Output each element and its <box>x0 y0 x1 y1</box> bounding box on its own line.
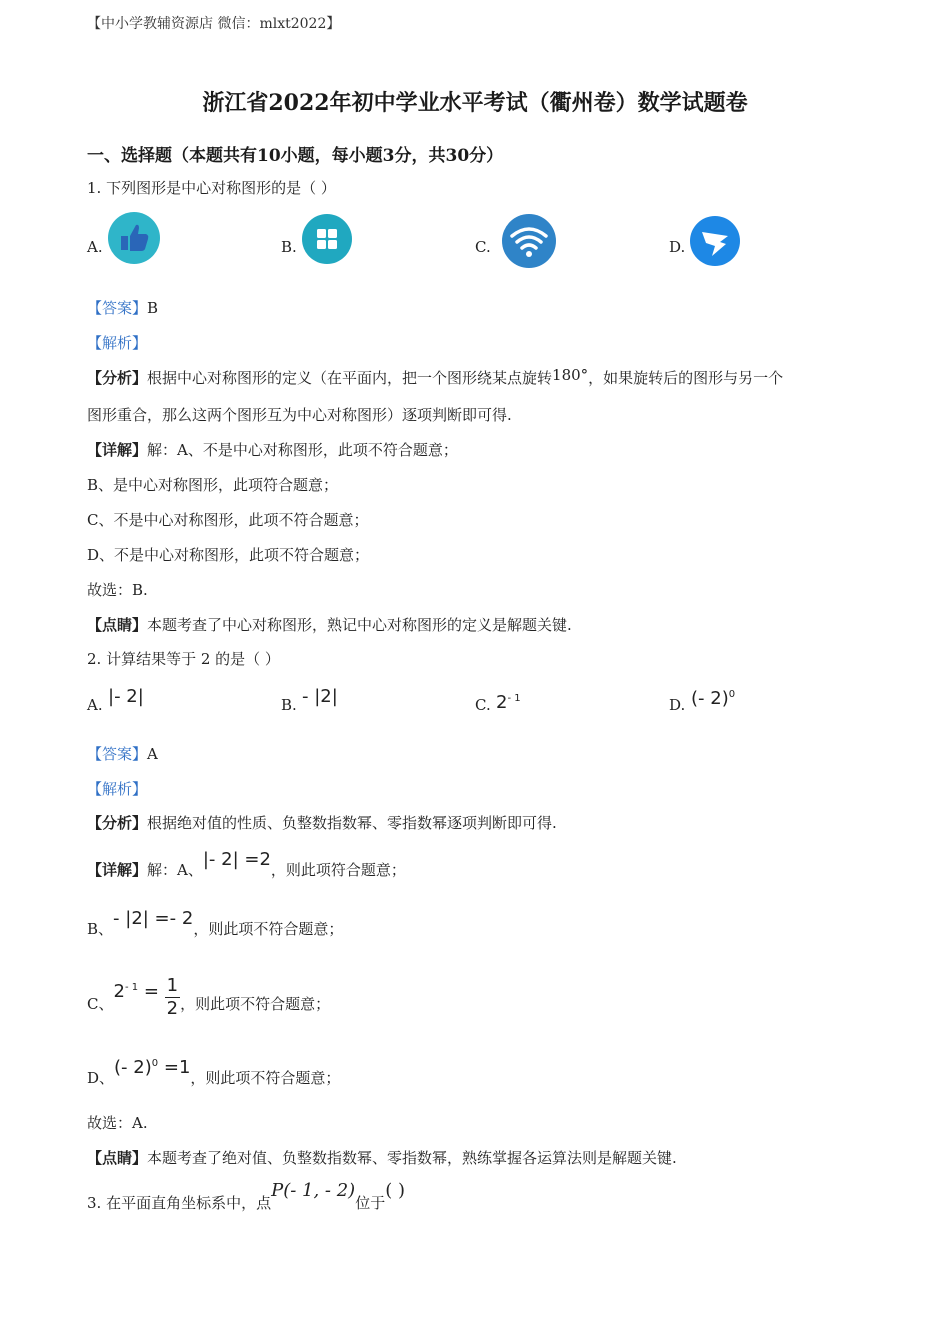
wifi-icon <box>502 214 556 268</box>
q2-detail-b: B、- |2| =- 2，则此项不符合题意； <box>87 908 344 938</box>
q2-jiexi-tag: 【解析】 <box>87 780 148 798</box>
q1-choose: 故选：B. <box>87 581 148 599</box>
grid-icon <box>302 214 352 264</box>
q2-detail-d: D、(- 2)$^0$ =1，则此项不符合题意； <box>87 1057 341 1087</box>
section-heading: 一、选择题（本题共有10小题，每小题3分，共30分） <box>87 146 504 166</box>
q1-analysis-line2: 图形重合，那么这两个图形互为中心对称图形）逐项判断即可得. <box>87 406 512 424</box>
q2-option-a-label: A. <box>87 696 103 714</box>
q1-answer <box>87 298 158 318</box>
q1-detail-line1: 【详解】解：A、不是中心对称图形，此项不符合题意； <box>87 441 458 459</box>
q2-answer: 【答案】A <box>87 745 158 763</box>
q2-option-d-math: (- 2)$^0$ <box>691 688 736 709</box>
q2-option-d-label: D. <box>669 696 686 714</box>
q2-choose: 故选：A. <box>87 1114 148 1132</box>
bird-logo-icon <box>690 216 740 266</box>
q2-option-a-math: |- 2| <box>108 686 144 707</box>
q1-option-a-label: A. <box>87 238 103 256</box>
q3-stem: 3. 在平面直角坐标系中，点P(- 1, - 2)位于( ) <box>87 1180 406 1212</box>
q2-detail-c: C、$2^{- 1}$ = $\frac{1}{2}$ ，则此项不符合题意； <box>87 974 331 1019</box>
q2-stem: 2. 计算结果等于 2 的是（ ） <box>87 650 280 668</box>
fraction-one-half: $\frac{1}{2}$ <box>166 974 179 1019</box>
q1-option-c-label: C. <box>475 238 491 256</box>
thumbs-up-icon <box>108 212 160 264</box>
q1-option-d-label: D. <box>669 238 686 256</box>
q2-dianjing: 【点睛】本题考查了绝对值、负整数指数幂、零指数幂，熟练掌握各运算法则是解题关键. <box>87 1149 677 1167</box>
q1-option-b-label: B. <box>281 238 297 256</box>
q1-detail-line4: D、不是中心对称图形，此项不符合题意； <box>87 546 370 564</box>
q2-option-b-math: - |2| <box>302 686 338 707</box>
q2-option-c-label: C. <box>475 696 491 714</box>
q1-jiexi-tag: 【解析】 <box>87 334 148 352</box>
q1-detail-line2: B、是中心对称图形，此项符合题意； <box>87 476 339 494</box>
q2-analysis: 【分析】根据绝对值的性质、负整数指数幂、零指数幂逐项判断即可得. <box>87 814 557 832</box>
page-title: 浙江省2022年初中学业水平考试（衢州卷）数学试题卷 <box>202 90 748 116</box>
q2-option-c-math: $2^{- 1}$ <box>496 692 521 713</box>
q1-analysis-line1: 【分析】根据中心对称图形的定义（在平面内，把一个图形绕某点旋转180°，如果旋转后的图形与另一个 <box>87 366 784 387</box>
q1-detail-line3: C、不是中心对称图形，此项不符合题意； <box>87 511 369 529</box>
point-p: P(- 1, - 2) <box>271 1180 356 1201</box>
q2-option-b-label: B. <box>281 696 297 714</box>
answer-tag: 【答案】 <box>87 299 148 317</box>
q2-detail-a: 【详解】解：A、|- 2| =2，则此项符合题意； <box>87 849 406 879</box>
q1-dianjing: 【点睛】本题考查了中心对称图形，熟记中心对称图形的定义是解题关键. <box>87 616 572 634</box>
answer-value: B <box>147 299 159 317</box>
header-banner: 【中小学教辅资源店 微信：mlxt2022】 <box>87 16 341 32</box>
q1-stem: 1. 下列图形是中心对称图形的是（ ） <box>87 179 336 197</box>
